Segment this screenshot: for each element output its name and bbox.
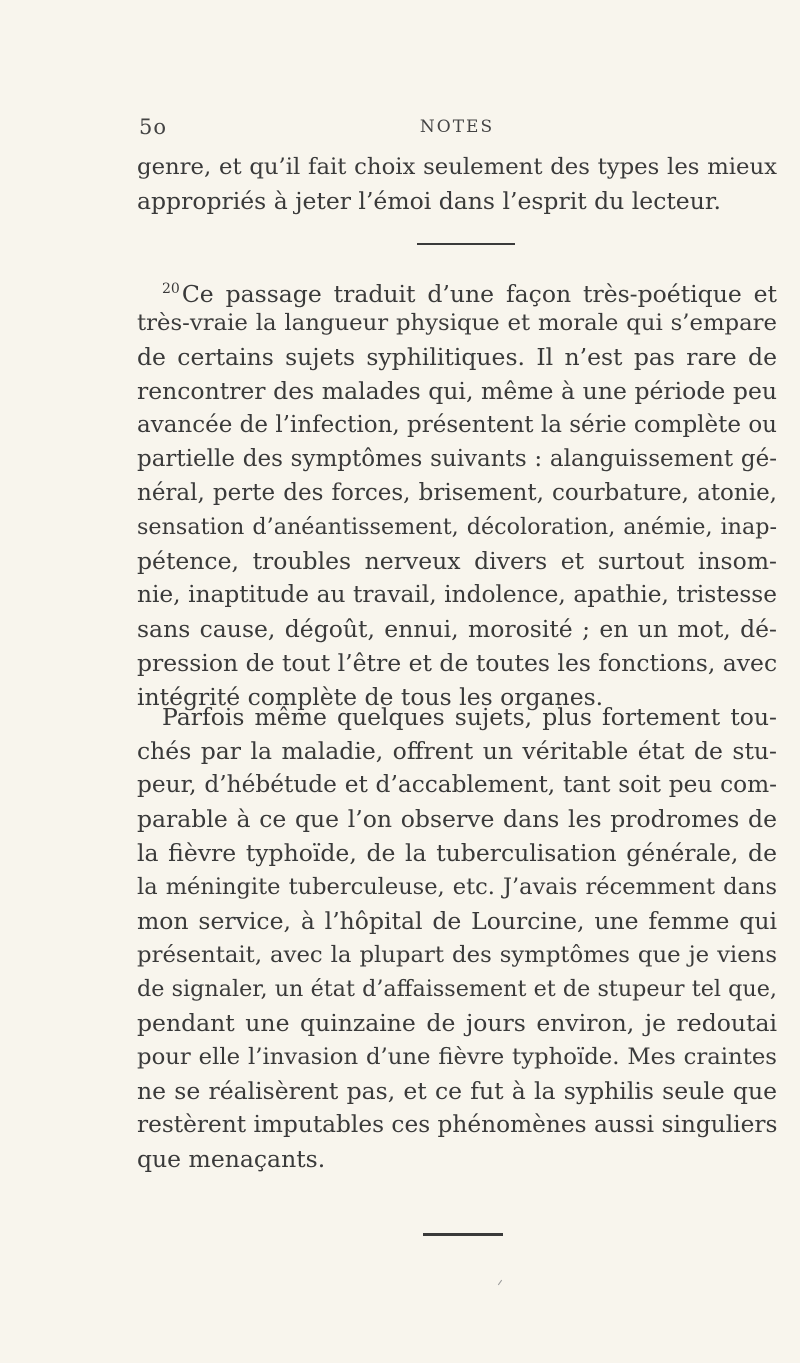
running-title: NOTES xyxy=(419,117,495,137)
text-line: pour elle l’invasion d’une fièvre typhoïde. Mes craintes xyxy=(137,1044,777,1070)
page-number: 5o xyxy=(139,115,168,139)
text-line: ne se réalisèrent pas, et ce fut à la syphilis seule que xyxy=(137,1077,777,1105)
text-line: nie, inaptitude au travail, indolence, apathie, tristesse xyxy=(137,581,777,608)
text-line: de certains sujets syphilitiques. Il n’est pas rare de xyxy=(137,343,777,371)
text-line: genre, et qu’il fait choix seulement des types les mieux xyxy=(137,154,777,180)
text-line: restèrent imputables ces phénomènes aussi singuliers xyxy=(137,1111,778,1138)
text-line: de signaler, un état d’affaissement et de stupeur tel que, xyxy=(137,976,777,1002)
note-first-line xyxy=(137,272,777,306)
text-line: très-vraie la langueur physique et morale qui s’empare xyxy=(137,310,777,336)
note-first-line-text: Ce passage traduit d’une façon très-poétique et xyxy=(181,280,777,308)
text-line: la fièvre typhoïde, de la tuberculisation générale, de xyxy=(137,839,777,867)
text-line: sans cause, dégoût, ennui, morosité ; en un mot, dé- xyxy=(137,615,777,643)
text-line: présentait, avec la plupart des symptômes que je viens xyxy=(137,942,777,968)
paragraph-parfois xyxy=(137,700,777,1176)
text-line: sensation d’anéantissement, décoloration, anémie, inap- xyxy=(137,514,777,540)
end-rule xyxy=(423,1233,503,1236)
text-line: que menaçants. xyxy=(137,1145,326,1173)
text-line: chés par la maladie, offrent un véritable état de stu- xyxy=(137,737,777,765)
text-line: pendant une quinzaine de jours environ, je redoutai xyxy=(137,1009,777,1037)
text-line: avancée de l’infection, présentent la série complète ou xyxy=(137,412,777,438)
text-line: parable à ce que l’on observe dans les prodromes de xyxy=(137,805,777,833)
text-line: pétence, troubles nerveux divers et surtout insom- xyxy=(137,547,777,575)
text-line: peur, d’hébétude et d’accablement, tant soit peu com- xyxy=(137,771,777,798)
text-line: appropriés à jeter l’émoi dans l’esprit du lecteur. xyxy=(137,187,721,215)
note-20 xyxy=(137,272,777,714)
text-line: néral, perte des forces, brisement, courbature, atonie, xyxy=(137,480,777,506)
note-number: 20 xyxy=(162,281,180,297)
text-line: intégrité complète de tous les organes. xyxy=(137,683,604,711)
text-line: partielle des symptômes suivants : alanguissement gé- xyxy=(137,446,777,472)
pencil-mark xyxy=(498,1280,502,1285)
text-line: Parfois même quelques sujets, plus fortement tou- xyxy=(162,703,777,731)
section-divider xyxy=(417,243,515,245)
paragraph-continuation xyxy=(137,150,777,218)
text-line: rencontrer des malades qui, même à une période peu xyxy=(137,377,777,405)
text-line: la méningite tuberculeuse, etc. J’avais récemment dans xyxy=(137,874,777,900)
running-head xyxy=(139,115,775,145)
text-line: pression de tout l’être et de toutes les fonctions, avec xyxy=(137,649,778,677)
text-line: mon service, à l’hôpital de Lourcine, une femme qui xyxy=(137,907,777,935)
